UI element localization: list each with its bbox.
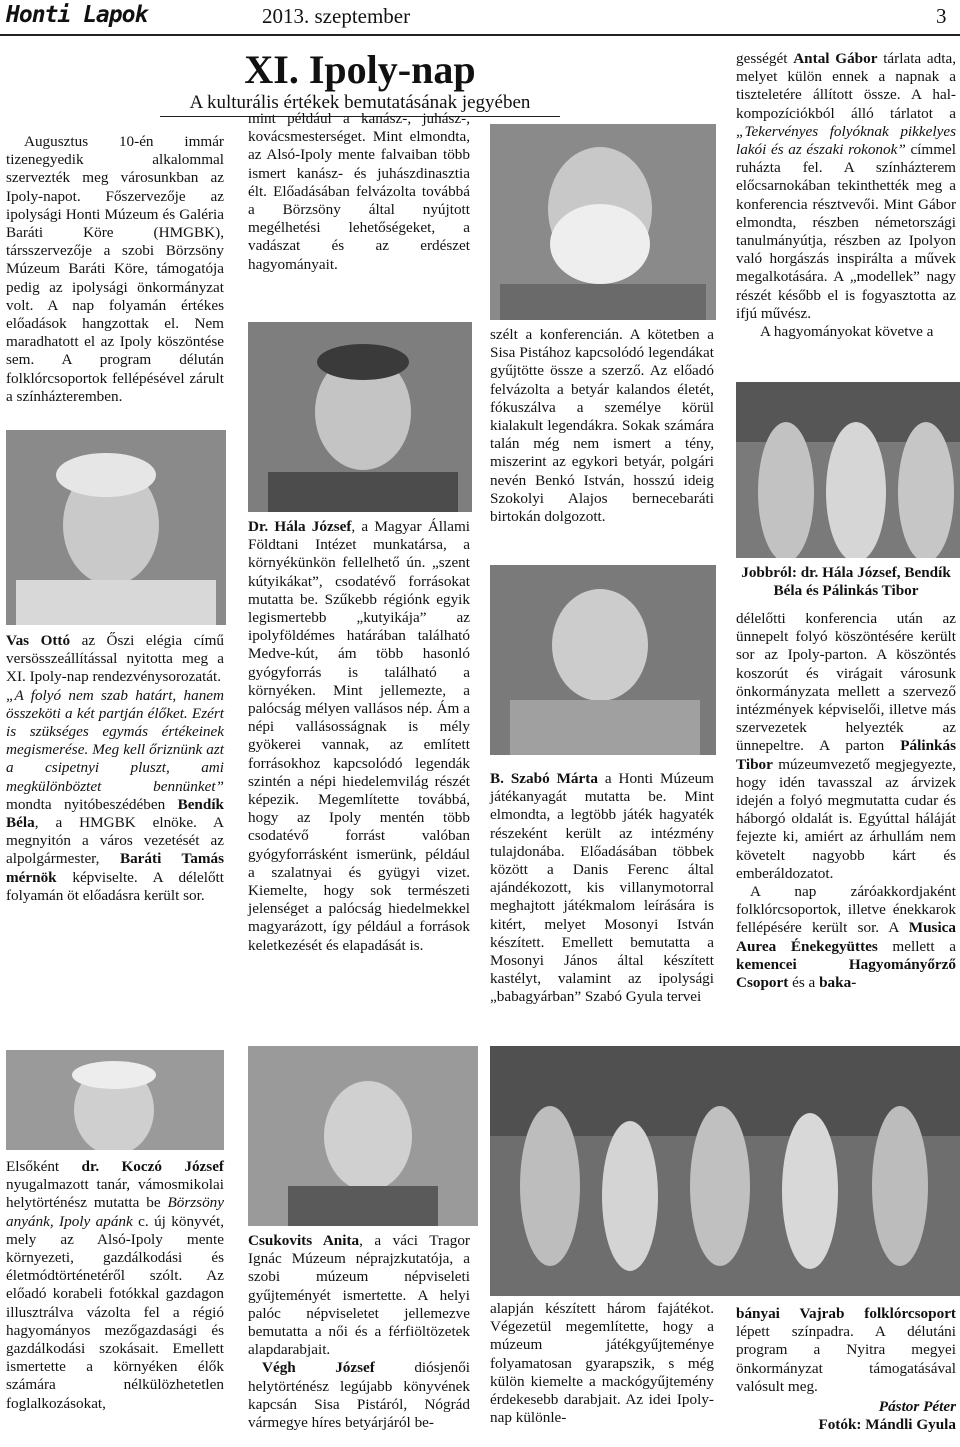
photo-jobbrol [736, 382, 960, 558]
quote-tail-3: képviselte. A délelőtt folyamán öt előadásra került sor. [6, 868, 224, 904]
col1-intro [6, 133, 224, 406]
book-title: Börzsöny anyánk, Ipoly apánk [6, 1194, 224, 1230]
col3-top-text: szélt a konferencián. A kötetben a Sisa Pistához kapcsolódó legendákat gyűjtötte össze a szerző. Az előadó felvázolta a betyár kalandos életét, fókuszálva a személye körül kialakult legendákra. Sokak számára talán még nem ismert a tény, miszerint az egykori betyár, polgári nevén Benkó István, hosszú ideig Szokolyi Alajos bernecebaráti birtokán dolgozott. [490, 326, 714, 526]
col3-szabo [490, 770, 714, 1007]
name-musica: Musica Aurea Énekegyüttes [736, 919, 956, 955]
name-csukovits: Csukovits Anita [248, 1232, 360, 1249]
name-vegh: Végh József [262, 1359, 375, 1377]
tradition-line: A hagyományokat követve a [760, 323, 934, 341]
col4-mid [736, 610, 956, 992]
issue-date: 2013. szeptember [262, 4, 411, 28]
col3-bottom-text: alapján készített három fajátékot. Végezetül megemlítette, hogy a múzeum játékgyűjteménye folyamatosan gyarapszik, s még külön kiemelte a mackógyűjtemény érdekesebb darabjait. Az idei Ipoly-nap különle- [490, 1300, 714, 1427]
masthead-rule [0, 34, 960, 36]
headline-title: XI. Ipoly-nap [244, 47, 476, 92]
closing-pre: A nap záróakkordjaként folklórcsoportok, illetve énekkarok fellépésére került sor. A [736, 883, 956, 937]
masthead [0, 0, 960, 40]
koczo-mid: nyugalmazott tanár, vámosmikolai helytörténész mutatta be [6, 1176, 224, 1212]
name-palinkas: Pálinkás Tibor [736, 737, 956, 773]
caption-text-vas: az Őszi elégia című versösszeállítással nyitotta meg a XI. Ipoly-nap rendezvénysorozatát. [6, 632, 224, 686]
name-barati: Baráti Tamás mérnök [6, 850, 225, 886]
photo-koczo [6, 1050, 224, 1150]
caption-name-vas: Vas Ottó [6, 632, 71, 649]
col2-hala [248, 518, 470, 955]
csukovits-text: , a váci Tragor Ignác Múzeum néprajzkutatója, a szobi múzeum népviseleti gyűjteményét ismertette. A helyi palóc népviseletet jellemezve bemutatta a női és a férfiöltözetek alapdarabjait. [248, 1232, 470, 1359]
antal-rest: címmel ruházta fel. A színházterem előcsarnokában tekinthették meg a konferencia résztvevői. Mint Gábor elmondta, részben németországi tanulmányútja, részben az Ipolyon való horgászás inspirálta a művek megalkotására. A „modellek” nagy részét később el is fogyasztotta az ifjú művész. [736, 141, 956, 322]
col2-top [248, 110, 470, 274]
name-szabo: B. Szabó Márta [490, 770, 598, 787]
hala-text: , a Magyar Állami Földtani Intézet munkatársa, a környékünkön fellelhető ún. „szent kútyikákat”, csodatévő forrásokat mutatta be. Szűkebb régiónk egyik legismertebb „kutyikája” az ipolyföldémes határában található Medve-kút, ám több hasonló gyógyforrás is található a környéken. Mint jellemezte, a palócság mélyen vallásos nép. Ám a népi vallásosságnak is mély gyökerei vannak, az említett forrásokhoz kapcsolódó legendák szintén a népi hiedelemvilág részét képezik. Megemlítette továbbá, hogy az Ipoly mentén több csodatévő forrást valóban gyógyforrásként ismerünk, például a szalatnyai és gyügyi vizet. Kiemelte, hogy sok természeti jelenséget a palócság hiedelmekkel magyarázott, így például a források keletkezését és elapadását is. [248, 518, 471, 954]
photo-group-riverbank [490, 1046, 960, 1296]
name-hala: Dr. Hála József [248, 518, 352, 535]
exhibition-title: „Tekervényes folyóknak pikkelyes lakói és az északi rokonok” [736, 122, 956, 159]
name-koczo: dr. Koczó József [81, 1158, 224, 1175]
col3-top [490, 326, 714, 526]
quote-text: „A folyó nem szab határt, hanem összeköti a két partján élőket. Ezért is szükséges egymás értékeinek megismerése. Meg kell őriznünk azt a csipetnyi pluszt, ami megkülönböztet bennünket” [6, 686, 224, 795]
col2-csukovits [248, 1232, 470, 1432]
photo-csukovits [248, 1046, 478, 1226]
vajrab-text: lépett színpadra. A délutáni program a Nyitra megyei önkormányzat támogatásával valósult meg. [736, 1323, 956, 1395]
name-bendik: Bendík Béla [6, 795, 224, 832]
antal-mid: tárlata adta, melyet külön ennek a napnak a tiszteletére állított össze. A hal-kompozíciókból álló tárlatot a [736, 50, 956, 122]
ceremony-text: délelőtti konferencia után az ünnepelt folyó köszöntésére került sor az Ipoly-parton. A köszöntés koszorút és virágait városunk önkormányzata mellett a szervező intézmények képviselői, illetve más szervezetek helyezték az ünnepeltre. A parton [736, 610, 956, 755]
photo-credit: Fotók: Mándli Gyula [818, 1416, 956, 1434]
author-byline: Pástor Péter [878, 1398, 956, 1416]
closing-tail: és a [788, 974, 820, 992]
col1-caption [6, 632, 224, 905]
page-number: 3 [936, 4, 947, 28]
paper-name: Honti Lapok [6, 2, 148, 28]
koczo-pre: Elsőként [6, 1158, 82, 1175]
name-kemencei: kemencei Hagyományőrző Csoport [736, 955, 956, 992]
name-baka: baka- [819, 974, 857, 992]
col1-koczo [6, 1158, 224, 1413]
col3-bottom [490, 1300, 714, 1427]
photo-szabo-marta [490, 565, 716, 755]
photo-caption-jobbrol: Jobbról: dr. Hála József, Bendík Béla és Pálinkás Tibor [741, 564, 951, 600]
koczo-rest: c. új könyvét, mely az Alsó-Ipoly mente környezeti, gazdálkodási és életmódtörténetéről szólt. Az előadó korabeli fotókkal gazdagon illusztrálva vázolta fel a régió hagyományos mezőgazdasági és gazdálkodási szokásait. Emellett ismertette a környéken élők számára nélkülözhetetlen foglalkozásokat, [6, 1212, 225, 1412]
photo-vas-otto [6, 430, 226, 625]
col2-top-text: mint például a kanász-, juhász-, kovácsmesterséget. Mint elmondta, az Alsó-Ipoly mente falvaiban több ismert kanász- és juhászdinasztia élt. Előadásában felvázolta továbbá a Börzsöny által nyújtott megélhetési lehetőségeket, a vadászat és az erdészet hagyományait. [248, 110, 470, 273]
closing-mid: mellett a [877, 937, 956, 955]
name-vajrab: bányai Vajrab folklórcsoport [736, 1305, 956, 1322]
photo-bearded-man [490, 124, 716, 320]
palinkas-text: múzeumvezető megjegyezte, hogy idén tavasszal az árvizek idején a folyó megmutatta cudar és háborgó oldalát is. Egyúttal háláját fejezte ki, amiért az árhullám nem követelt nagyobb kárt és emberáldozatot. [736, 755, 956, 882]
col4-bottom [736, 1305, 956, 1434]
name-antal: Antal Gábor [793, 50, 878, 67]
quote-tail-1: mondta nyitóbeszédében [6, 795, 178, 813]
photo-hala [248, 322, 472, 512]
intro-paragraph: Augusztus 10-én immár tizenegyedik alkalommal szervezték meg városunkban az Ipoly-napot. Főszervezője az ipolysági Honti Múzeum és Galéria Baráti Köre (HMGBK), társszervezője a szobi Börzsöny Múzeum Baráti Köre, támogatója pedig az ipolysági önkormányzat volt. A nap folyamán értékes előadások hangzottak el. Nem maradhatott el az Ipoly köszöntése sem. A program délután folklórcsoportok fellépésével zárult a színházteremben. [6, 133, 224, 405]
antal-pre: gességét [736, 50, 794, 67]
headline-subtitle: A kulturális értékek bemutatásának jegyében [160, 92, 560, 117]
vegh-text: diósjenői helytörténész legújabb könyvének kapcsán Sisa Pistáról, Nógrád vármegye híres betyárjáról be- [248, 1359, 471, 1432]
quote-tail-2: , a HMGBK elnöke. A megnyitón a város vezetését az alpolgármester, [6, 814, 224, 868]
col4-top [736, 50, 956, 341]
szabo-text: a Honti Múzeum játékanyagát mutatta be. Mint elmondta, a legtöbb játék hagyaték részeként került az intézmény tulajdonába. Előadásában többek között a Danis Ferenc által ajándékozott, kis villanymotorral meghajtott játékmalom leírására is kitért, melyet Mosonyi István készített. Emellett bemutatta a Mosonyi János által készített kastélyt, valamint az ipolysági „babagyárban” Szabó Gyula tervei [490, 770, 715, 1006]
